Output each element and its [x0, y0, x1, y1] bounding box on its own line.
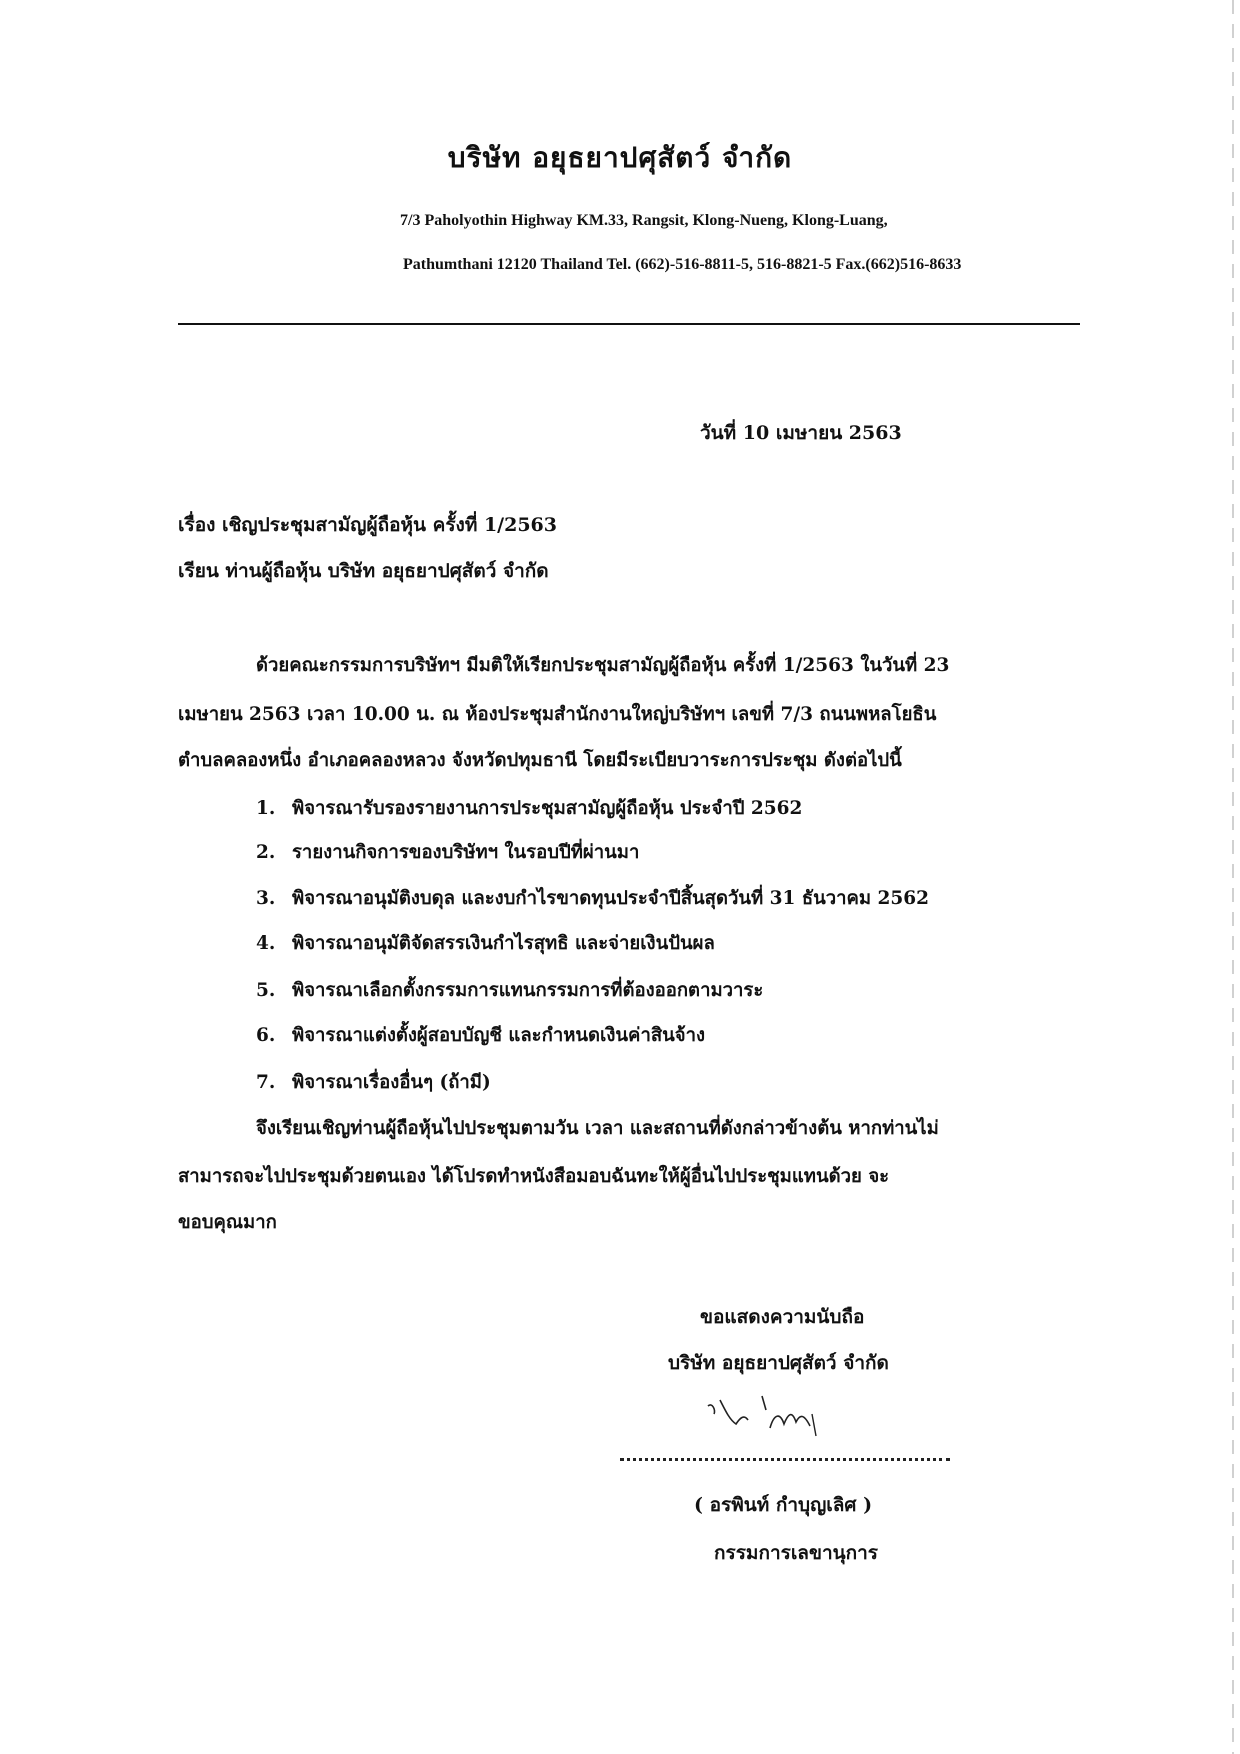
agenda-item [256, 976, 763, 1005]
closing-line: สามารถจะไปประชุมด้วยตนเอง ได้โปรดทำหนังสือมอบฉันทะให้ผู้อื่นไปประชุมแทนด้วย จะ [178, 1166, 890, 1187]
agenda-item [256, 1021, 705, 1050]
agenda-item [256, 884, 929, 913]
agenda-text: รายงานกิจการของบริษัทฯ ในรอบปีที่ผ่านมา [292, 842, 640, 863]
intro-line: ตำบลคลองหนึ่ง อำเภอคลองหลวง จังหวัดปทุมธานี โดยมีระเบียบวาระการประชุม ดังต่อไปนี้ [178, 750, 902, 771]
agenda-text: พิจารณาเลือกตั้งกรรมการแทนกรรมการที่ต้องออกตามวาระ [292, 980, 764, 1001]
closing-line: ขอบคุณมาก [178, 1212, 277, 1233]
agenda-item [256, 929, 715, 958]
scan-edge-artifact [1232, 0, 1234, 1754]
header-divider [178, 323, 1080, 325]
agenda-item [256, 1068, 491, 1097]
agenda-number: 2. [256, 842, 276, 863]
agenda-number: 4. [256, 933, 276, 954]
signatory-position: กรรมการเลขานุการ [714, 1542, 878, 1564]
agenda-text: พิจารณารับรองรายงานการประชุมสามัญผู้ถือหุ้น ประจำปี 2562 [292, 798, 803, 819]
agenda-number: 7. [256, 1072, 276, 1093]
agenda-number: 6. [256, 1025, 276, 1046]
agenda-number: 1. [256, 798, 276, 819]
signature-dotted-line [620, 1458, 950, 1461]
agenda-item [256, 794, 802, 823]
letter-subject: เรื่อง เชิญประชุมสามัญผู้ถือหุ้น ครั้งที่ 1/2563 [178, 514, 557, 536]
intro-line: เมษายน 2563 เวลา 10.00 น. ณ ห้องประชุมสำนักงานใหญ่บริษัทฯ เลขที่ 7/3 ถนนพหลโยธิน [178, 704, 937, 725]
signatory-name: ( อรพินท์ กำบุญเลิศ ) [694, 1494, 873, 1516]
signature-company: บริษัท อยุธยาปศุสัตว์ จำกัด [668, 1352, 889, 1374]
agenda-text: พิจารณาเรื่องอื่นๆ (ถ้ามี) [292, 1072, 491, 1093]
letter-date: วันที่ 10 เมษายน 2563 [700, 422, 902, 444]
agenda-number: 3. [256, 888, 276, 909]
agenda-text: พิจารณาแต่งตั้งผู้สอบบัญชี และกำหนดเงินค่าสินจ้าง [292, 1025, 706, 1046]
agenda-text: พิจารณาอนุมัติจัดสรรเงินกำไรสุทธิ และจ่ายเงินปันผล [292, 933, 715, 954]
agenda-item [256, 838, 639, 867]
agenda-text: พิจารณาอนุมัติงบดุล และงบกำไรขาดทุนประจำปีสิ้นสุดวันที่ 31 ธันวาคม 2562 [292, 888, 930, 909]
closing-line: จึงเรียนเชิญท่านผู้ถือหุ้นไปประชุมตามวัน เวลา และสถานที่ดังกล่าวข้างต้น หากท่านไม่ [256, 1118, 939, 1139]
address-line-2: Pathumthani 12120 Thailand Tel. (662)-516-8811-5, 516-8821-5 Fax.(662)516-8633 [403, 256, 962, 273]
intro-line: ด้วยคณะกรรมการบริษัทฯ มีมติให้เรียกประชุมสามัญผู้ถือหุ้น ครั้งที่ 1/2563 ในวันที่ 23 [256, 655, 950, 676]
address-line-1: 7/3 Paholyothin Highway KM.33, Rangsit, Klong-Nueng, Klong-Luang, [400, 212, 888, 229]
signature-closing: ขอแสดงความนับถือ [700, 1306, 865, 1328]
company-name: บริษัท อยุธยาปศุสัตว์ จำกัด [447, 141, 793, 174]
letter-salutation: เรียน ท่านผู้ถือหุ้น บริษัท อยุธยาปศุสัตว์ จำกัด [178, 560, 549, 582]
agenda-number: 5. [256, 980, 276, 1001]
handwritten-signature [700, 1384, 840, 1454]
